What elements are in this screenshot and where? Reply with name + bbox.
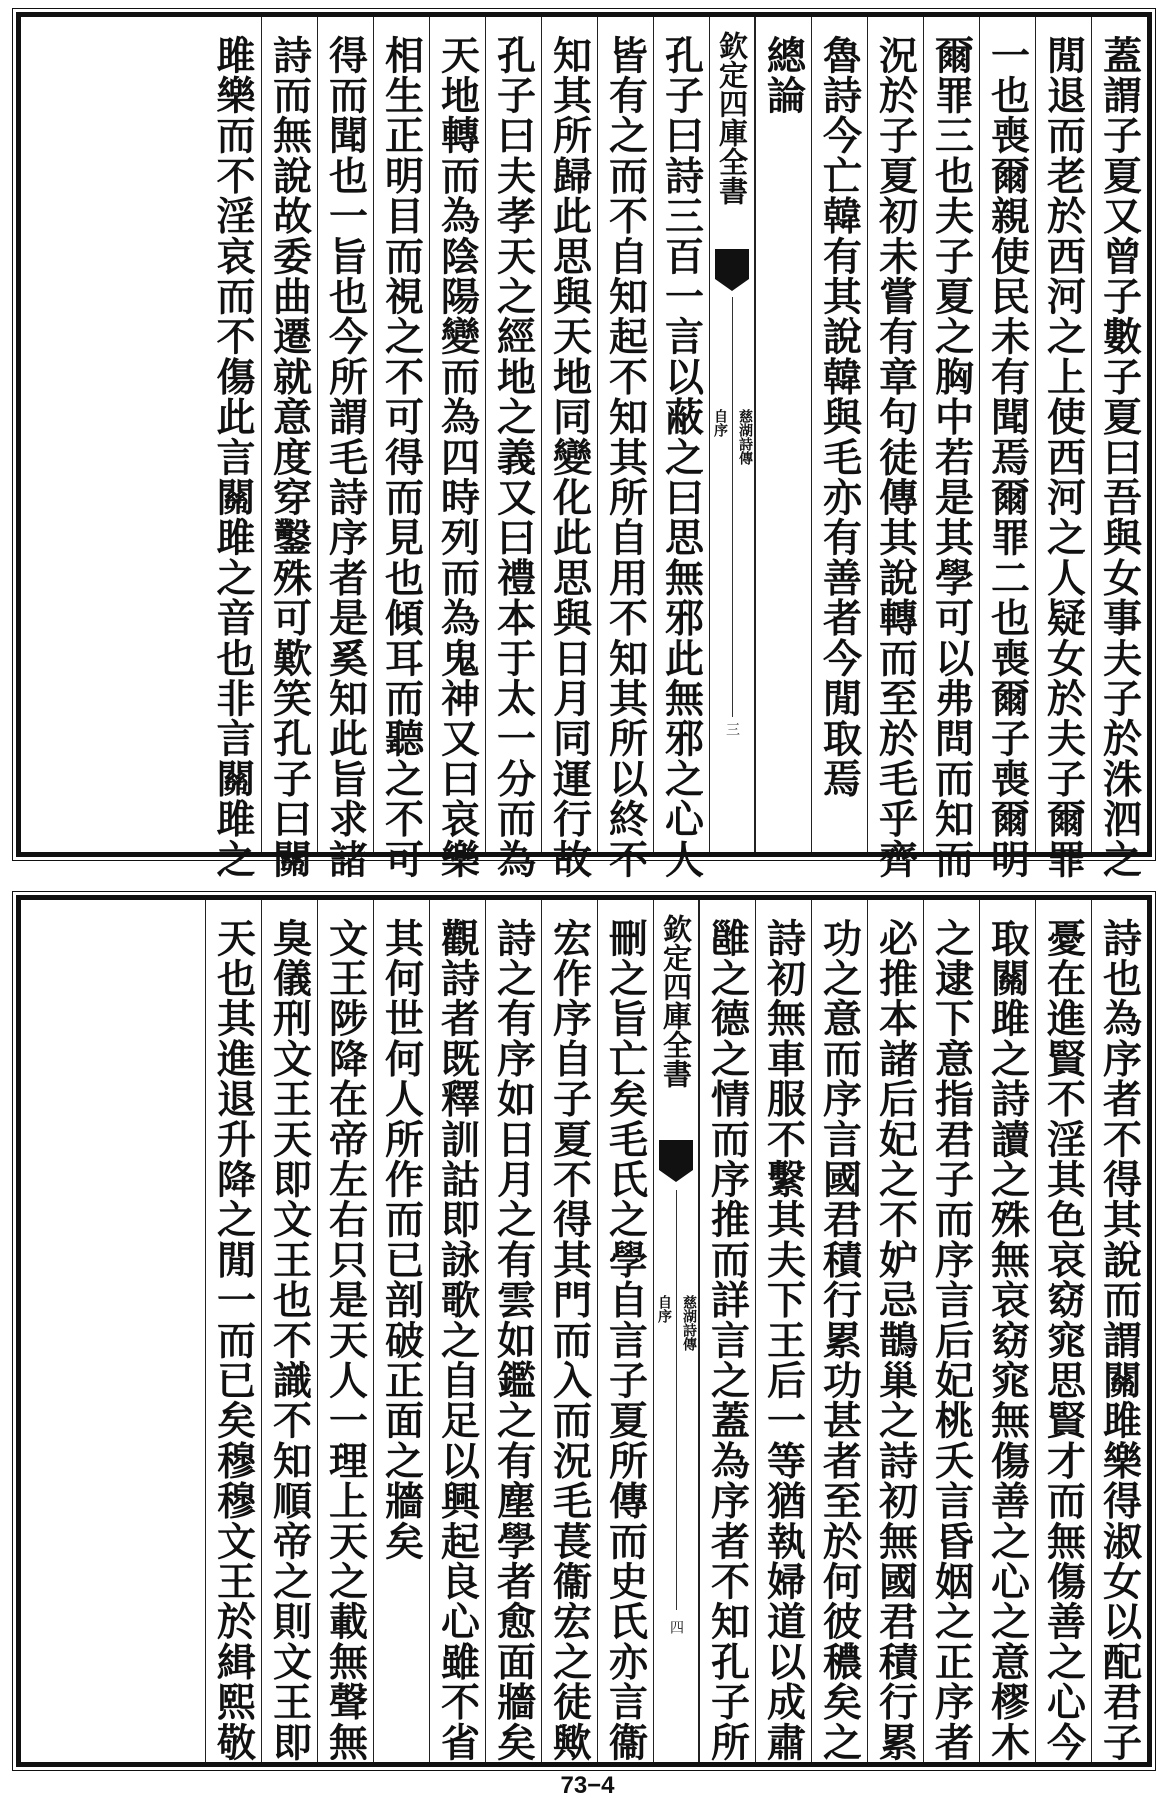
text-column (261, 900, 317, 1762)
text-column (373, 900, 429, 1762)
bottom-columns (21, 900, 1147, 1762)
page-number: 三 (724, 722, 740, 736)
top-page-panel (16, 12, 1152, 880)
text-column (923, 17, 979, 880)
collection-title: 欽定四庫全書 (715, 31, 749, 205)
gutter-line (676, 1190, 677, 1610)
text-column (205, 17, 261, 880)
column-text: 閒退而老於西河之上使西河之人疑女於夫子爾罪 (1040, 35, 1087, 880)
column-text: 其何世何人所作而已剖破正面之牆矣 (378, 918, 425, 1562)
column-text: 功之意而序言國君積行累功甚者至於何彼穠矣之 (816, 918, 863, 1763)
column-text: 詩而無說故委曲遷就意度穿鑿殊可歎笑孔子曰關 (266, 35, 313, 880)
text-column (541, 900, 597, 1762)
text-column (429, 900, 485, 1762)
text-column (979, 900, 1035, 1762)
column-text: 觀詩者既釋訓詁即詠歌之自足以興起良心雖不省 (434, 918, 481, 1763)
column-text: 雎樂而不淫哀而不傷此言關雎之音也非言關雎之 (210, 35, 256, 880)
column-text: 蓋謂子夏又曾子數子夏曰吾與女事夫子於洙泗之 (1096, 35, 1143, 880)
text-column (597, 900, 653, 1762)
text-column (429, 17, 485, 880)
column-text: 詩初無車服不繫其夫下王后一等猶執婦道以成肅 (760, 918, 807, 1763)
text-column (867, 900, 923, 1762)
column-text: 之逮下意指君子而序言后妃桃夭言昏姻之正序者 (928, 918, 975, 1763)
section-name: 自序 (712, 409, 728, 437)
column-text: 況於子夏初未嘗有章句徒傳其說轉而至於毛乎齊 (872, 35, 919, 880)
text-column (699, 900, 755, 1762)
column-text: 得而聞也一旨也今所謂毛詩序者是奚知此旨求諸 (322, 35, 369, 880)
text-column (923, 900, 979, 1762)
column-text: 魯詩今亡韓有其說韓與毛亦有善者今閒取焉 (816, 35, 863, 799)
column-text: 皆有之而不自知起不知其所自用不知其所以終不 (602, 35, 649, 880)
column-text: 詩之有序如日月之有雲如鑑之有塵學者愈面牆矣 (490, 918, 537, 1763)
book-name: 慈湖詩傳 (737, 409, 753, 465)
column-text: 知其所歸此思與天地同變化此思與日月同運行故 (546, 35, 593, 880)
volume-page-label: 73−4 (560, 1772, 615, 1799)
text-column (755, 900, 811, 1762)
text-column (811, 17, 867, 852)
text-column (597, 17, 653, 880)
text-column (1035, 17, 1091, 880)
column-text: 文王陟降在帝左右只是天人一理上天之載無聲無 (322, 918, 369, 1763)
section-heading-column (755, 17, 811, 852)
text-column (653, 17, 709, 880)
text-column (485, 900, 541, 1762)
text-column (811, 900, 867, 1762)
column-text: 天地轉而為陰陽變而為四時列而為鬼神又曰哀樂 (434, 35, 481, 880)
column-text: 爾罪三也夫子夏之胸中若是其學可以弗問而知而 (928, 35, 975, 880)
column-text: 相生正明目而視之不可得而見也傾耳而聽之不可 (378, 35, 425, 880)
column-text: 雝之德之情而序推而詳言之蓋為序者不知孔子所 (704, 918, 751, 1763)
text-column (541, 17, 597, 880)
column-text: 宏作序自子夏不得其門而入而況毛萇衞宏之徒歟 (546, 918, 593, 1763)
fish-tail-mark (715, 249, 749, 279)
text-column (205, 900, 261, 1762)
gutter-line (732, 297, 733, 717)
text-column (317, 900, 373, 1762)
column-text: 刪之旨亡矣毛氏之學自言子夏所傳而史氏亦言衞 (602, 918, 649, 1763)
text-column (485, 17, 541, 880)
text-column (1091, 900, 1147, 1762)
text-column (1091, 17, 1147, 880)
column-text: 孔子曰詩三百一言以蔽之曰思無邪此無邪之心人 (658, 35, 705, 880)
text-column (979, 17, 1035, 880)
empty-column (21, 900, 205, 1762)
section-name: 自序 (656, 1295, 672, 1323)
page-number: 四 (668, 1620, 684, 1634)
collection-title: 欽定四庫全書 (659, 914, 693, 1088)
text-column (867, 17, 923, 880)
top-columns (21, 17, 1147, 880)
column-text: 天也其進退升降之閒一而已矣穆穆文王於緝熙敬 (210, 918, 257, 1763)
text-column (261, 17, 317, 880)
column-text: 憂在進賢不淫其色哀窈窕思賢才而無傷善之心今 (1040, 918, 1087, 1763)
center-gutter (709, 17, 755, 852)
column-text: 一也喪爾親使民未有聞焉爾罪二也喪爾子喪爾明 (984, 35, 1031, 880)
book-name: 慈湖詩傳 (681, 1295, 697, 1351)
column-text: 臭儀刑文王天即文王也不識不知順帝之則文王即 (266, 918, 313, 1763)
bottom-page-panel (16, 895, 1152, 1767)
center-gutter (653, 900, 699, 1762)
column-text: 詩也為序者不得其說而謂關雎樂得淑女以配君子 (1096, 918, 1143, 1763)
column-text: 取關雎之詩讀之殊無哀窈窕無傷善之心之意樛木 (984, 918, 1031, 1763)
column-text: 孔子曰夫孝天之經地之義又曰禮本于太一分而為 (490, 35, 537, 880)
section-heading: 總論 (760, 35, 807, 116)
column-text: 必推本諸后妃之不妒忌鵲巢之詩初無國君積行累 (872, 918, 919, 1763)
text-column (317, 17, 373, 880)
fish-tail-mark (659, 1140, 693, 1170)
text-column (1035, 900, 1091, 1762)
text-column (373, 17, 429, 880)
